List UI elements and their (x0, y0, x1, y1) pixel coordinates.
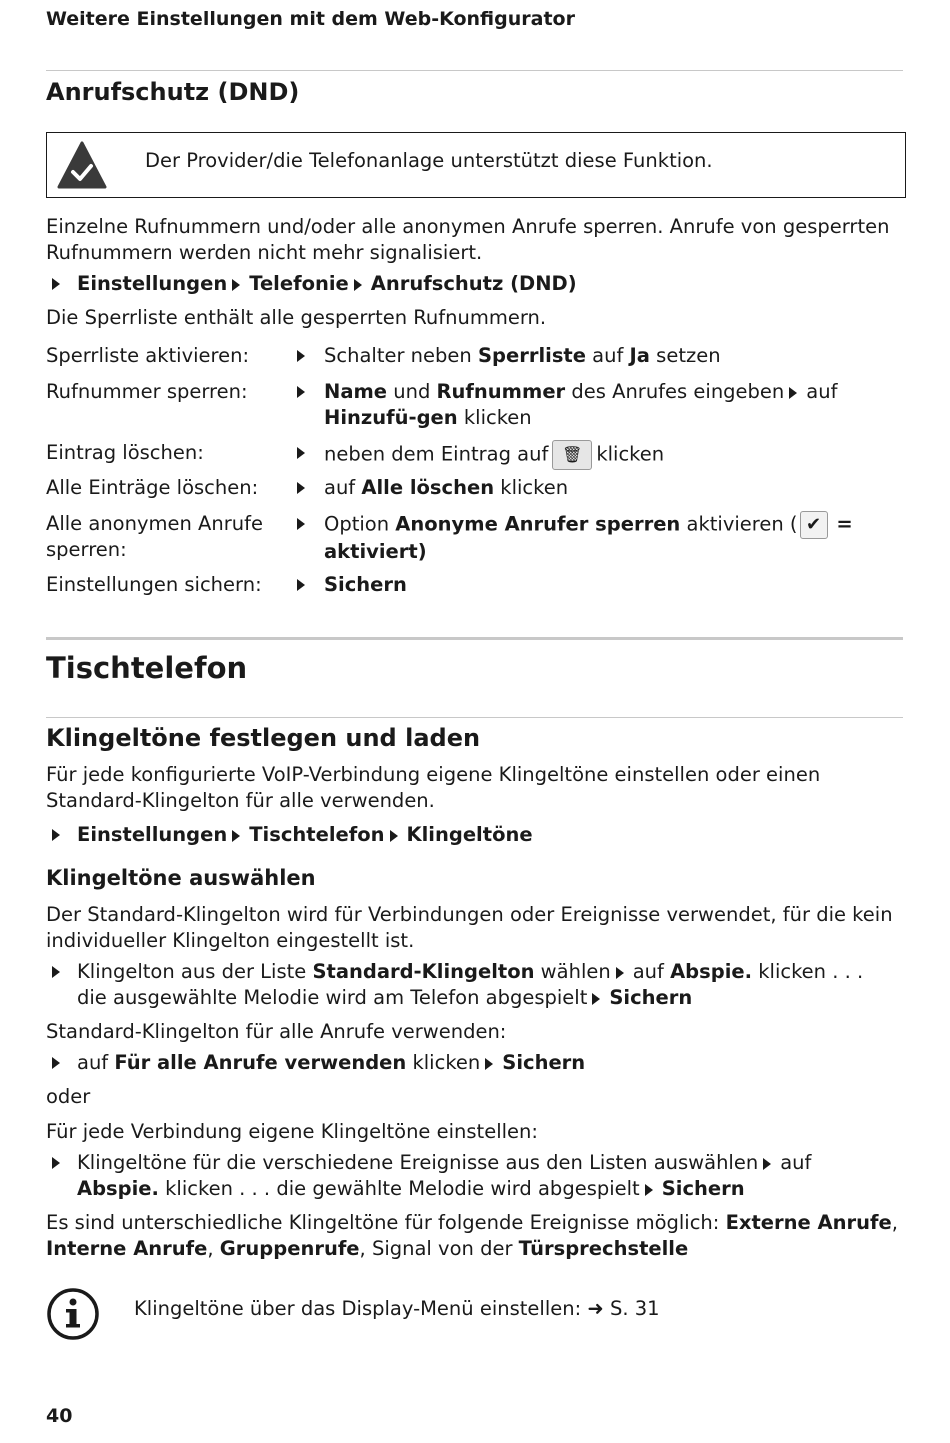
arrow-icon (763, 1158, 771, 1170)
arrow-icon (354, 279, 362, 291)
row-instruction: auf Alle löschen klicken (324, 476, 569, 499)
provider-notice-text: Der Provider/die Telefonanlage unterstützt diese Funktion. (145, 149, 713, 172)
arrow-icon (390, 830, 398, 842)
provider-notice-box (46, 132, 906, 198)
paragraph: Für jede Verbindung eigene Klingeltöne einstellen: (46, 1120, 538, 1143)
arrow-icon (297, 518, 305, 530)
header-divider (46, 70, 903, 71)
arrow-icon (232, 279, 240, 291)
row-label: Alle anonymen Anrufe sperren: (46, 512, 263, 561)
row-instruction: Sichern (324, 573, 407, 596)
row-label: Sperrliste aktivieren: (46, 344, 250, 367)
subsection-title: Klingeltöne auswählen (46, 866, 316, 890)
arrow-icon (297, 386, 305, 398)
path-arrow-icon (52, 829, 60, 841)
path-arrow-icon (52, 278, 60, 290)
path-step: Tischtelefon (249, 823, 385, 846)
blocklist-description: Die Sperrliste enthält alle gesperrten Rufnummern. (46, 306, 547, 329)
path-step: Anrufschutz (DND) (370, 272, 577, 295)
path-step: Klingeltöne (406, 823, 533, 846)
row-instruction: Option Anonyme Anrufer sperren aktivieren ( ✔ = aktiviert) (324, 512, 853, 563)
row-instruction: Schalter neben Sperrliste auf Ja setzen (324, 344, 721, 367)
row-label: Rufnummer sperren: (46, 380, 248, 403)
arrow-icon (297, 447, 305, 459)
page-reference-link[interactable]: S. 31 (609, 1297, 660, 1320)
step-instruction: auf Für alle Anrufe verwenden klicken Sichern (77, 1051, 586, 1074)
paragraph: Standard-Klingelton für alle Anrufe verwenden: (46, 1020, 507, 1043)
menu-path-dnd (77, 271, 577, 297)
page-number: 40 (46, 1405, 73, 1427)
path-step: Einstellungen (77, 272, 228, 295)
warning-check-icon (57, 141, 107, 189)
section-divider (46, 637, 903, 640)
paragraph: Es sind unterschiedliche Klingeltöne für folgende Ereignisse möglich: Externe Anrufe, Interne Anrufe, Gruppenrufe, Signal von der Türsprechstelle (46, 1211, 898, 1260)
step-instruction: Klingelton aus der Liste Standard-Klingelton wählen auf Abspie. klicken . . . die ausgewählte Melodie wird am Telefon abgespielt Sichern (77, 960, 864, 1009)
menu-path-ringtones (77, 822, 533, 848)
arrow-icon (297, 482, 305, 494)
step-instruction: Klingeltöne für die verschiedene Ereignisse aus den Listen auswählen auf Abspie. klicken . . . die gewählte Melodie wird abgespielt Sichern (77, 1151, 812, 1200)
arrow-icon (232, 830, 240, 842)
checkbox-checked-icon: ✔ (800, 511, 828, 539)
page-reference-arrow-icon: ➜ (587, 1297, 604, 1320)
path-step: Einstellungen (77, 823, 228, 846)
arrow-icon (297, 350, 305, 362)
section-divider (46, 717, 903, 718)
running-header: Weitere Einstellungen mit dem Web-Konfigurator (46, 8, 575, 30)
arrow-icon (616, 967, 624, 979)
row-label: Einstellungen sichern: (46, 573, 262, 596)
section-title-dnd: Anrufschutz (DND) (46, 78, 300, 106)
row-instruction: neben dem Eintrag auf 🗑 klicken (324, 440, 899, 470)
arrow-icon (485, 1058, 493, 1070)
paragraph: oder (46, 1085, 91, 1108)
arrow-icon (789, 387, 797, 399)
info-icon (46, 1287, 100, 1341)
arrow-icon (297, 579, 305, 591)
arrow-icon (645, 1184, 653, 1196)
dnd-intro: Einzelne Rufnummern und/oder alle anonymen Anrufe sperren. Anrufe von gesperrten Rufnummern werden nicht mehr signalisiert. (46, 215, 890, 264)
section-title-ringtones: Klingeltöne festlegen und laden (46, 724, 481, 752)
arrow-icon (52, 1157, 60, 1169)
arrow-icon (52, 1057, 60, 1069)
trash-icon: 🗑 (552, 440, 592, 470)
row-instruction: Name und Rufnummer des Anrufes eingeben auf Hinzufü-gen klicken (324, 380, 838, 429)
arrow-icon (52, 966, 60, 978)
path-step: Telefonie (249, 272, 349, 295)
chapter-title: Tischtelefon (46, 651, 248, 685)
row-label: Alle Einträge löschen: (46, 476, 259, 499)
row-label: Eintrag löschen: (46, 441, 204, 464)
arrow-icon (592, 993, 600, 1005)
ringtones-intro: Für jede konfigurierte VoIP-Verbindung eigene Klingeltöne einstellen oder einen Standard-Klingelton für alle verwenden. (46, 763, 821, 812)
info-note: Klingeltöne über das Display-Menü einstellen: ➜ S. 31 (134, 1297, 660, 1320)
paragraph: Der Standard-Klingelton wird für Verbindungen oder Ereignisse verwendet, für die kein individueller Klingelton eingestellt ist. (46, 903, 893, 952)
